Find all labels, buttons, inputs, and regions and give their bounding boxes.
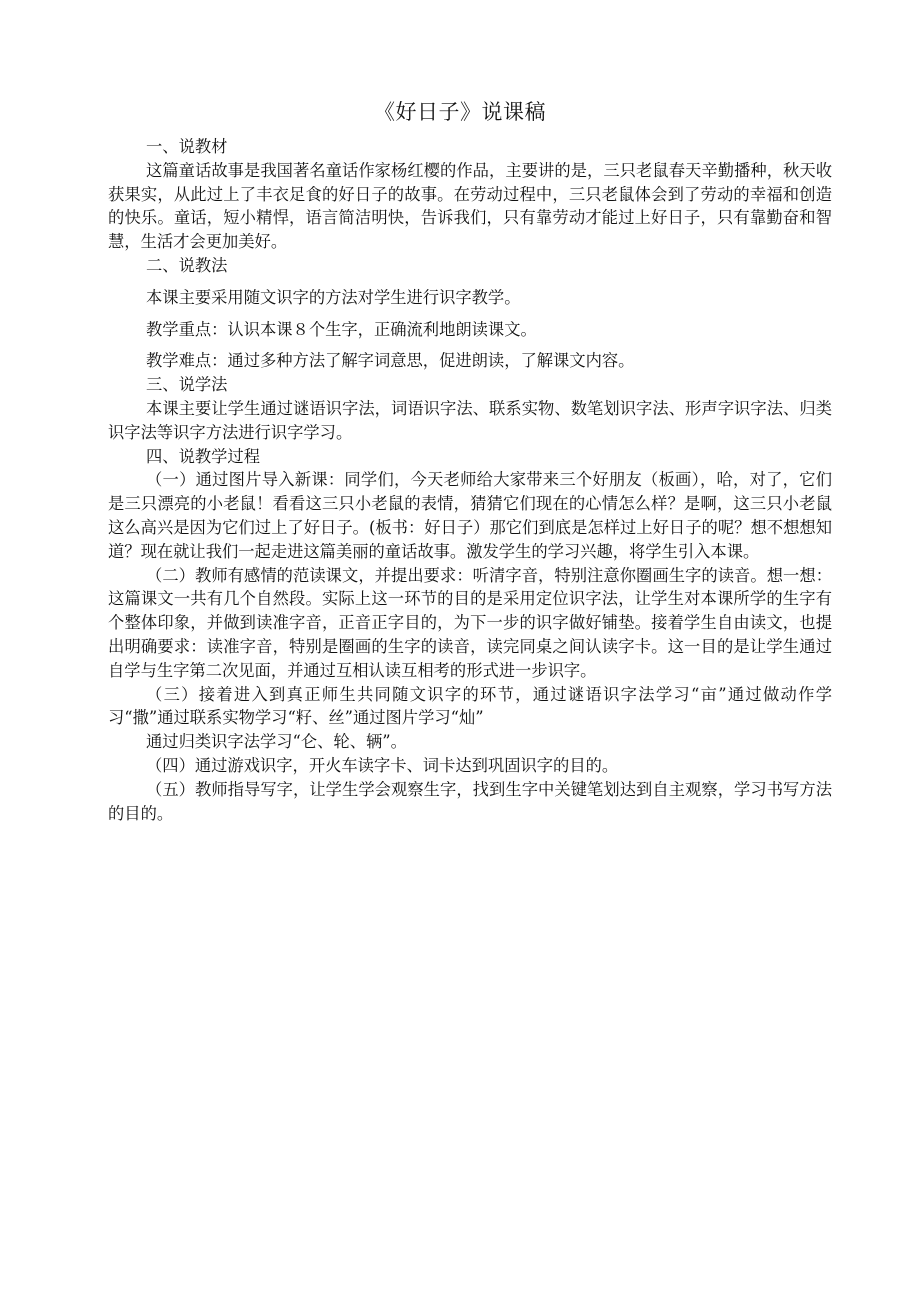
process-step-2: （二）教师有感情的范读课文，并提出要求：听清字音，特别注意你圈画生字的读音。想一想：这篇课文一共有几个自然段。实际上这一环节的目的是采用定位识字法，让学生对本课所学的生字有个整体印象，并做到读准字音，正音正字目的，为下一步的识字做好铺垫。接着学生自由读文，也提出明确要求：读准字音，特别是圈画的生字的读音，读完同桌之间认读字卡。这一目的是让学生通过自学与生字第二次见面，并通过互相认读互相考的形式进一步识字。 [108, 565, 832, 680]
teaching-method-paragraph: 本课主要采用随文识字的方法对学生进行识字教学。 [146, 287, 521, 307]
section-paragraph-textbook: 这篇童话故事是我国著名童话作家杨红樱的作品，主要讲的是，三只老鼠春天辛勤播种，秋天收获果实，从此过上了丰衣足食的好日子的故事。在劳动过程中，三只老鼠体会到了劳动的幸福和创造的快乐。童话，短小精悍，语言简洁明快，告诉我们，只有靠劳动才能过上好日子，只有靠勤奋和智慧，生活才会更加美好。 [108, 160, 832, 252]
process-step-3-continued: 通过归类识字法学习“仑、轮、辆”。 [146, 732, 407, 752]
section-heading-teaching-process: 四、说教学过程 [146, 446, 260, 466]
section-heading-teaching-method: 二、说教法 [146, 255, 228, 275]
section-paragraph-learning-method: 本课主要让学生通过谜语识字法，词语识字法、联系实物、数笔划识字法、形声字识字法、归类识字法等识字方法进行识字学习。 [108, 398, 832, 442]
section-heading-textbook: 一、说教材 [146, 137, 228, 156]
document-body [108, 135, 832, 825]
process-step-3: （三）接着进入到真正师生共同随文识字的环节，通过谜语识字法学习“亩”通过做动作学习“撒”通过联系实物学习“籽、丝”通过图片学习“灿” [108, 684, 832, 728]
teaching-difficulty: 教学难点：通过多种方法了解字词意思，促进朗读，了解课文内容。 [146, 351, 635, 371]
process-step-5: （五）教师指导写字，让学生学会观察生字，找到生字中关键笔划达到自主观察，学习书写方法的目的。 [108, 779, 832, 823]
process-step-1: （一）通过图片导入新课：同学们，今天老师给大家带来三个好朋友（板画），哈，对了，它们是三只漂亮的小老鼠！看看这三只小老鼠的表情，猜猜它们现在的心情怎么样？是啊，这三只小老鼠这么高兴是因为它们过上了好日子。(板书：好日子）那它们到底是怎样过上好日子的呢？想不想想知道？现在就让我们一起走进这篇美丽的童话故事。激发学生的学习兴趣，将学生引入本课。 [108, 470, 832, 561]
document-title: 《好日子》说课稿 [374, 100, 546, 124]
section-heading-learning-method: 三、说学法 [146, 375, 228, 395]
process-step-4: （四）通过游戏识字，开火车读字卡、词卡达到巩固识字的目的。 [146, 755, 619, 775]
teaching-key-point: 教学重点：认识本课８个生字，正确流利地朗读课文。 [146, 319, 537, 339]
